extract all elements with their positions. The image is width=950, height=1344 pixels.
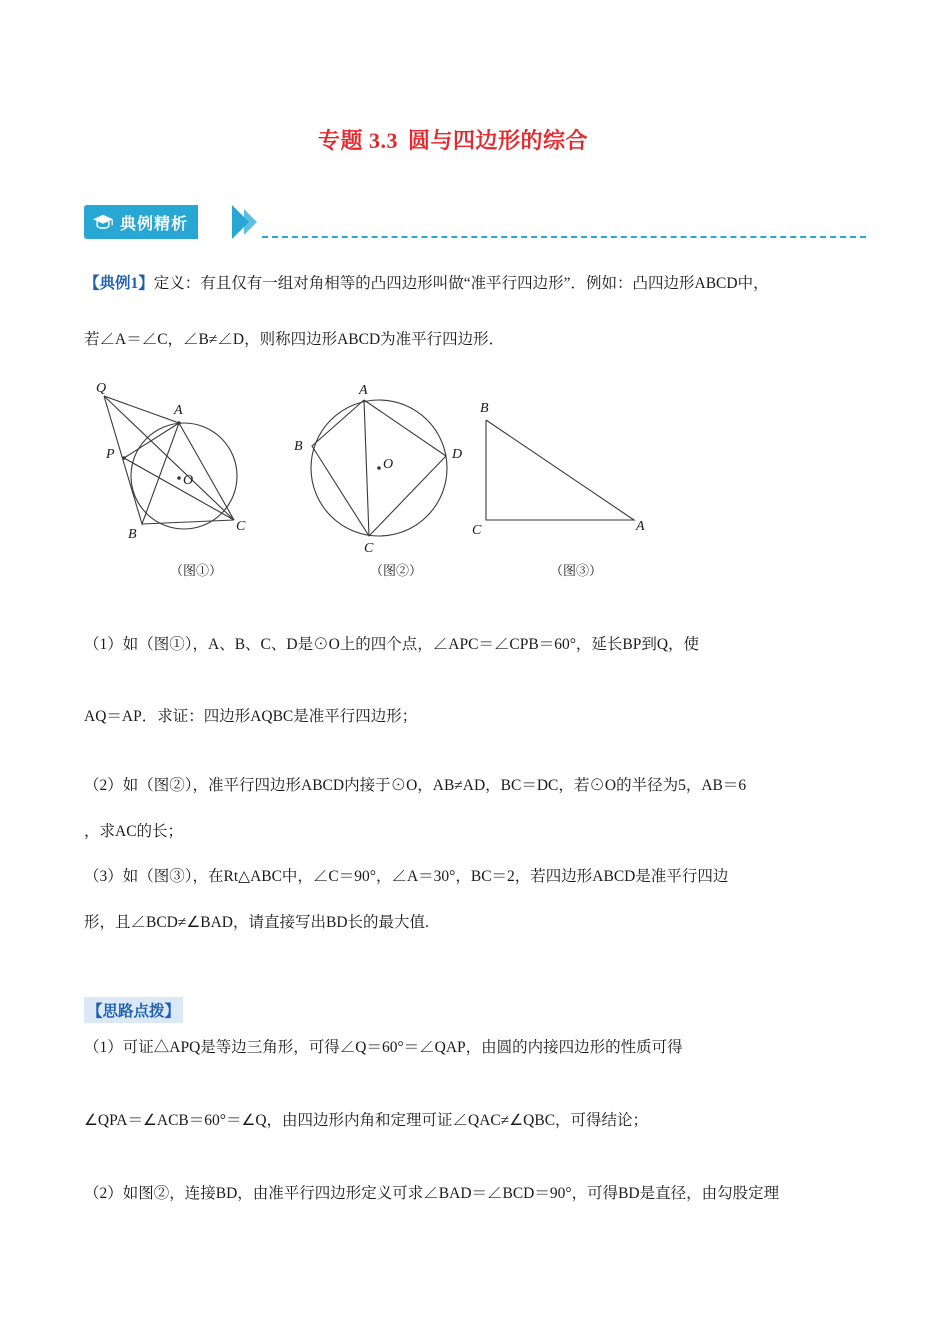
example-lead: 【典例1】 (84, 275, 154, 292)
graduation-cap-icon (92, 213, 114, 231)
banner-box (84, 205, 198, 239)
section-banner (84, 205, 866, 245)
hint-line-1: （1）可证△APQ是等边三角形，可得∠Q＝60°＝∠QAP，由圆的内接四边形的性质可得 (84, 1039, 683, 1056)
banner-dashed-rule (262, 236, 866, 238)
figure-group (84, 378, 644, 598)
figure-3-label-C: C (472, 523, 482, 538)
figure-1-caption: （图①） (170, 563, 223, 578)
figure-2-label-A: A (359, 383, 368, 398)
figure-1-label-O: O (183, 473, 194, 488)
banner-arrow-secondary-icon (244, 209, 257, 235)
hint-line-2: ∠QPA＝∠ACB＝60°＝∠Q，由四边形内角和定理可证∠QAC≠∠QBC，可得结论； (84, 1112, 649, 1129)
figure-3-label-A: A (636, 519, 645, 534)
example-line-1 (84, 273, 769, 295)
hint-line-3: （2）如图②，连接BD，由准平行四边形定义可求∠BAD＝∠BCD＝90°，可得BD是直径，由勾股定理 (84, 1185, 780, 1202)
figure-3-label-B: B (480, 401, 489, 416)
banner-label: 典例精析 (120, 215, 189, 233)
figure-1-label-B: B (128, 527, 137, 542)
example-text-1: 定义：有且仅有一组对角相等的凸四边形叫做“准平行四边形”．例如：凸四边形ABCD中， (153, 275, 769, 292)
page-title-number: 专题 3.3 (318, 128, 399, 153)
figure-2-caption: （图②） (370, 563, 423, 578)
figure-1-label-C: C (236, 519, 246, 534)
figure-1-label-P: P (106, 447, 115, 462)
figure-3-drawing (454, 378, 654, 558)
question-2-line-1: （2）如（图②），准平行四边形ABCD内接于⊙O，AB≠AD，BC＝DC，若⊙O的半径为5，AB＝6 (84, 777, 747, 794)
question-3-line-2: 形，且∠BCD≠∠BAD，请直接写出BD长的最大值. (84, 914, 429, 931)
page-title-text: 圆与四边形的综合 (408, 128, 589, 153)
figure-1-label-A: A (174, 403, 183, 418)
question-1-line-2: AQ＝AP．求证：四边形AQBC是准平行四边形； (84, 708, 418, 725)
figure-2-label-C: C (364, 541, 374, 556)
figure-2-label-D: D (452, 447, 463, 462)
question-1-line-1: （1）如（图①），A、B、C、D是⊙O上的四个点，∠APC＝∠CPB＝60°，延长BP到Q，使 (84, 636, 700, 653)
figure-2-label-O: O (383, 457, 394, 472)
figure-2-label-B: B (294, 439, 303, 454)
figure-1-label-Q: Q (96, 381, 107, 396)
example-line-2: 若∠A＝∠C，∠B≠∠D，则称四边形ABCD为准平行四边形． (84, 331, 505, 348)
question-3-line-1: （3）如（图③），在Rt△ABC中，∠C＝90°，∠A＝30°，BC＝2，若四边形ABCD是准平行四边 (84, 868, 729, 885)
figure-3-caption: （图③） (550, 563, 603, 578)
page-title (318, 124, 588, 155)
hint-tag: 【思路点拨】 (84, 997, 183, 1023)
question-2-line-2: ，求AC的长； (84, 823, 184, 840)
